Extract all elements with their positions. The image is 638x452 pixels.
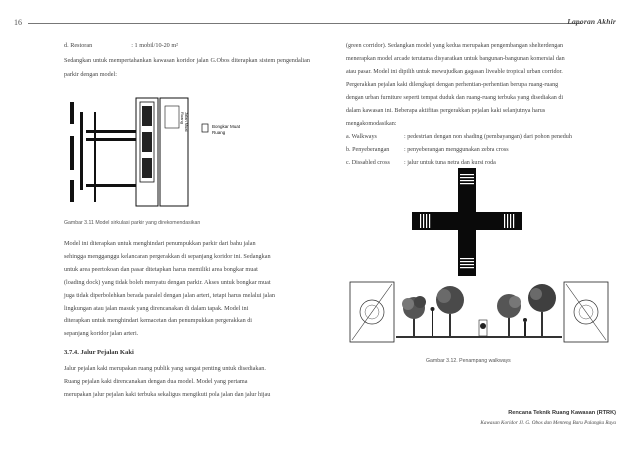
list-item: c. Dissabled cross : jalur untuk tuna netra dan kursi roda [346,160,496,166]
p2-line: Jalur pejalan kaki merupakan ruang publik yang sangat penting untuk disediakan. [64,365,266,372]
section-heading: 3.7.4. Jalur Pejalan Kaki [64,349,134,356]
figure2-caption: Gambar 3.12. Penampang walkways [426,358,511,364]
crossroad-plan-figure [412,168,522,276]
footer-subtitle: Kawasan Koridor Jl. G. Obos dan Menteng Baru Palangka Raya [480,420,616,426]
side-label-2: Jalan Muat [184,112,189,132]
list-item: b. Penyeberangan : penyeberangan menggunakan zebra cross [346,147,509,153]
right-paragraph [346,40,608,131]
paragraph-2 [64,362,310,401]
diagram-label-1: Bongkar Muat [212,124,241,129]
parking-circulation-diagram [62,92,312,210]
restoran-value: : 1 mobil/10-20 m² [131,42,178,49]
p1-line: diterapkan untuk menghindari kemacetan dan penumpukkan pergerakkan di [64,317,253,325]
diagram-label-2: Ruang [212,130,226,135]
rp-line: (green corridor). Sedangkan model yang kedua merupakan pengembangan shelterdengan [346,43,564,49]
rp-line: dalam kawasan ini. Beberapa aktifitas pergerakkan pejalan kaki selanjutnya harus [346,108,546,114]
p1-line: untuk area peertokoan dan pasar ditetapkan harus memiliki area bongkar muat [64,265,258,273]
figure1-caption: Gambar 3.11 Model sirkulasi parkir yang direkomendasikan [64,220,201,226]
header-title: Laporan Akhir [567,17,616,26]
list-item: a. Walkways : pedestrian dengan non shading (pembayangan) dari pohon peneduh [346,134,572,140]
rp-line: mengakomodasikan: [346,121,397,127]
intro-paragraph: Sedangkan untuk mempertahankan kawasan koridor jalan G.Obos diterapkan sistem pengendalian parkir dengan model: [64,57,310,78]
footer-title: Rencana Teknik Ruang Kawasan (RTRK) [508,410,616,416]
rp-line: dengan urban furniture seperti tempat duduk dan ruang-ruang terbuka yang disediakan di [346,95,564,101]
page-number: 16 [14,18,22,27]
p2-line: Ruang pejalan kaki direncanakan dengan dua model. Model yang pertama [64,378,248,385]
p1-line: sepanjang koridor jalan arteri. [64,330,139,338]
header-rule [28,23,582,24]
paragraph-1 [64,238,310,341]
restoran-row [64,40,310,53]
walkway-list [346,131,608,170]
p1-line: (loading dock) yang tidak boleh menyatu dengan parkir. Akses untuk bongkar muat [64,278,271,286]
side-label-1: Ruang [180,112,185,124]
p1-line: Model ini diterapkan untuk menghindari penumpukkan parkir dari bahu jalan [64,240,256,247]
walkway-section-figure [348,280,610,346]
p1-line: juga tidak diperbolehkan berada paralel dengan jalan arteri, tetapi harus melalui jalan [64,291,275,299]
p2-line: merupakan jalur pejalan kaki terbuka sekaligus mengikuti pola jalan dan jalur hijau [64,391,271,398]
p1-line: lingkungan atau jalan masuk yang direncanakan di dalam tapak. Model ini [64,304,249,312]
restoran-label: d. Restoran [64,42,93,49]
p1-line: sehingga mengganggu kelancaran pergerakkan di sepanjang koridor ini. Sedangkan [64,252,271,260]
rp-line: atau pasar. Model ini dipilih untuk mewujudkan gagasan liveable tropical urban corridor. [346,69,563,75]
rp-line: menerapkan model arcade terutama disyaratkan untuk bangunan-bangunan komersial dan [346,56,565,62]
rp-line: Pergerakkan pejalan kaki dilengkapi dengan perhentian-perhentian berupa ruang-ruang [346,82,559,88]
